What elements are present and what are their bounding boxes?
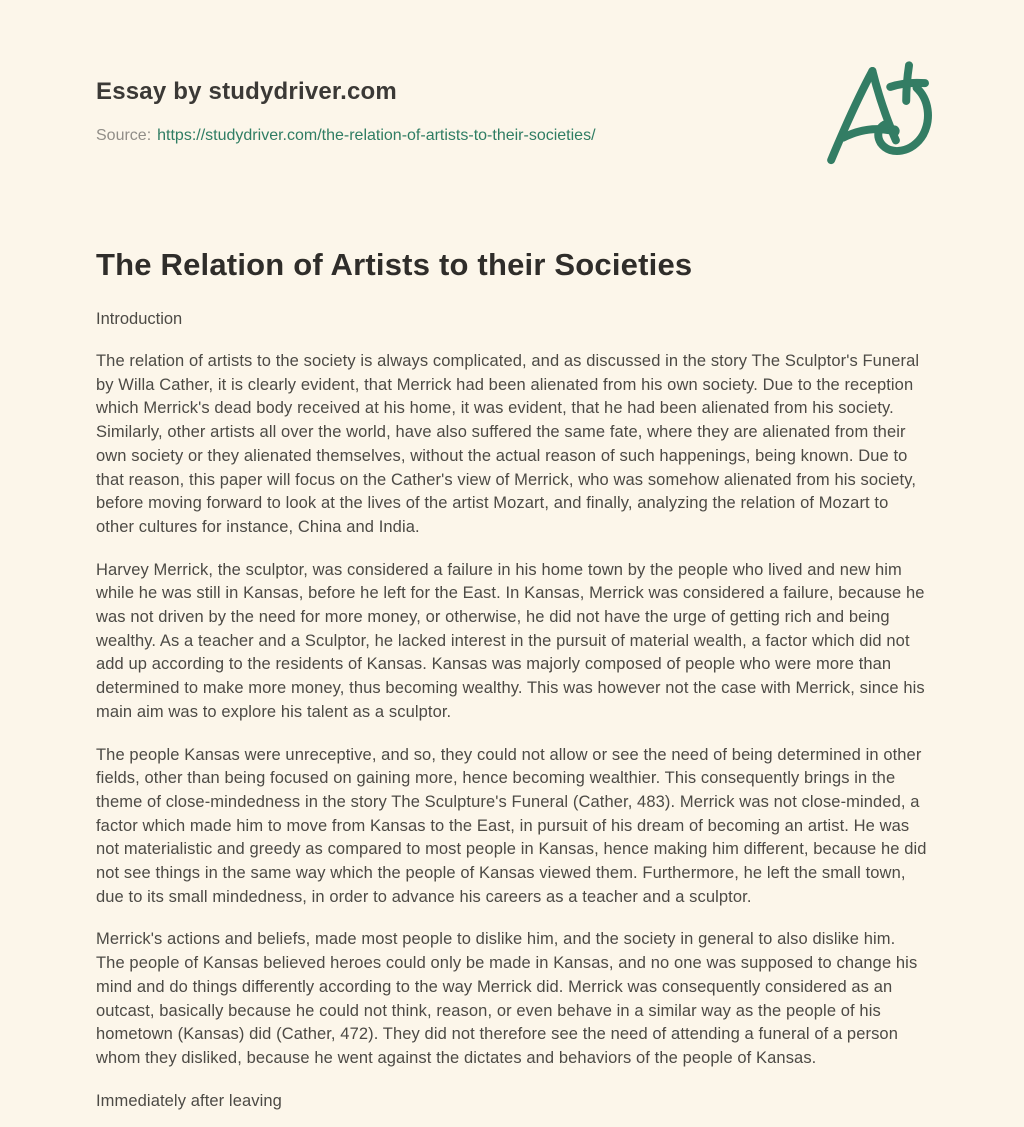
essay-paragraph-2: Harvey Merrick, the sculptor, was considered a failure in his home town by the people who lived and new him while he was still in Kansas, before he left for the East. In Kansas, Merrick was considered a failure, because he was not driven by the need for more money, or otherwise, he did not have the urge of getting rich and being wealthy. As a teacher and a Sculptor, he lacked interest in the pursuit of material wealth, a factor which did not add up according to the residents of Kansas. Kansas was majorly composed of people who were more than determined to make more money, thus becoming wealthy. This was however not the case with Merrick, since his main aim was to explore his talent as a sculptor. — [96, 560, 925, 721]
essay-title: The Relation of Artists to their Societies — [96, 247, 693, 282]
studydriver-a-plus-logo-icon — [818, 58, 940, 174]
byline-heading: Essay by studydriver.com — [96, 78, 397, 105]
document-header — [96, 0, 928, 146]
essay-paragraph-5-truncated: Immediately after leaving — [96, 1091, 282, 1110]
source-link[interactable]: https://studydriver.com/the-relation-of-artists-to-their-societies/ — [157, 127, 596, 144]
source-label: Source: — [96, 127, 152, 144]
essay-paragraph-1: The relation of artists to the society is always complicated, and as discussed in the story The Sculptor's Funeral by Willa Cather, it is clearly evident, that Merrick had been alienated from his own society. Due to the reception which Merrick's dead body received at his home, it was evident, that he had been alienated from his society. Similarly, other artists all over the world, have also suffered the same fate, where they are alienated from their own society or they alienated themselves, without the actual reason of such happenings, being known. Due to that reason, this paper will focus on the Cather's view of Merrick, who was somehow alienated from his society, before moving forward to look at the lives of the artist Mozart, and finally, analyzing the relation of Mozart to other cultures for instance, China and India. — [96, 352, 920, 536]
essay-paragraph-3: The people Kansas were unreceptive, and so, they could not allow or see the need of being determined in other fields, other than being focused on gaining more, hence becoming wealthier. This consequently brings in the theme of close-mindedness in the story The Sculpture's Funeral (Cather, 483). Merrick was not close-minded, a factor which made him to move from Kansas to the East, in pursuit of his dream of becoming an artist. He was not materialistic and greedy as compared to most people in Kansas, hence making him different, because he did not see things in the same way which the people of Kansas viewed them. Furthermore, he left the small town, due to its small mindedness, in order to advance his careers as a teacher and a sculptor. — [96, 745, 927, 906]
section-heading-introduction: Introduction — [96, 310, 183, 328]
header-text — [96, 0, 928, 146]
essay-paragraph-4: Merrick's actions and beliefs, made most people to dislike him, and the society in general to also dislike him. The people of Kansas believed heroes could only be made in Kansas, and no one was supposed to change his mind and do things differently according to the way Merrick did. Merrick was consequently considered as an outcast, basically because he could not think, reason, or even behave in a similar way as the people of his hometown (Kansas) did (Cather, 472). They did not therefore see the need of attending a funeral of a person whom they disliked, because he went against the dictates and behaviors of the people of Kansas. — [96, 930, 918, 1067]
source-line — [96, 126, 928, 146]
